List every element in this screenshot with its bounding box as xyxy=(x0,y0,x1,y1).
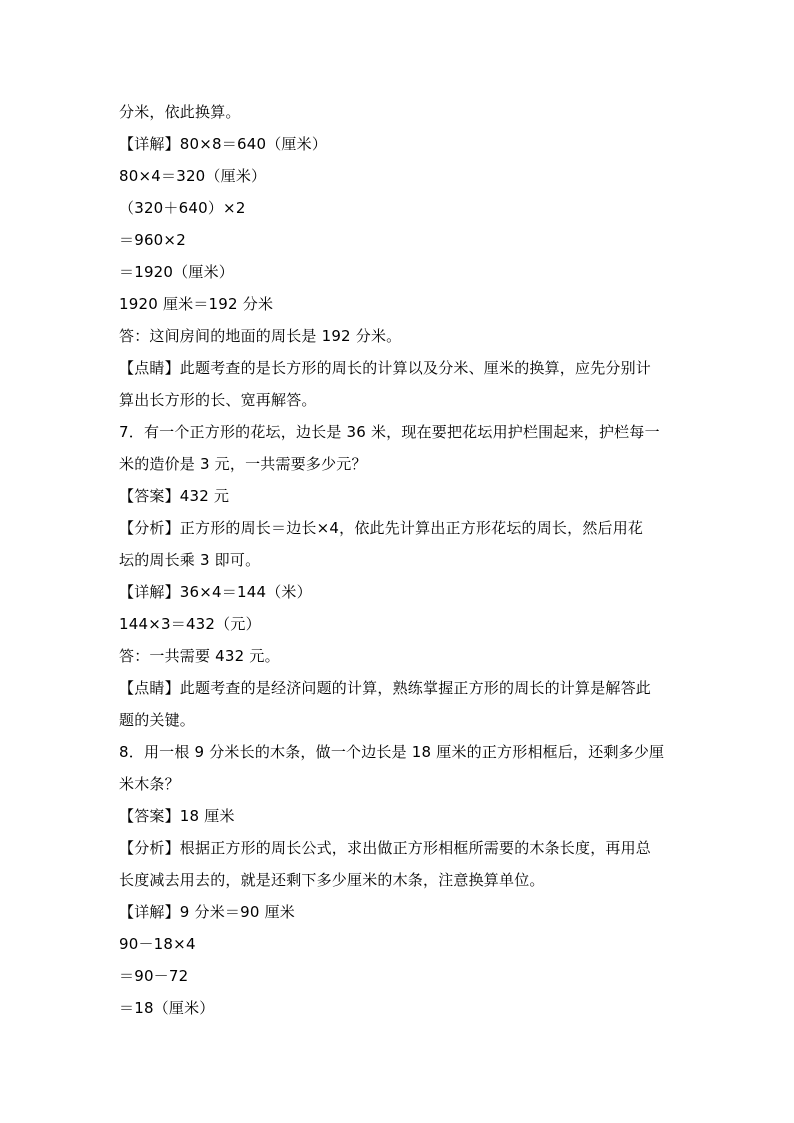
question-7-text: 米的造价是 3 元，一共需要多少元？ xyxy=(119,455,367,473)
question-8-answer: 【答案】18 厘米 xyxy=(119,807,235,825)
text-line-calculation: ＝960×2 xyxy=(119,231,186,249)
question-8-analysis: 【分析】根据正方形的周长公式，求出做正方形相框所需要的木条长度，再用总 xyxy=(119,839,652,857)
question-7-analysis: 【分析】正方形的周长＝边长×4，依此先计算出正方形花坛的周长，然后用花 xyxy=(119,519,644,537)
question-8-text: 8．用一根 9 分米长的木条，做一个边长是 18 厘米的正方形相框后，还剩多少厘 xyxy=(119,743,665,761)
question-7-detail: 144×3＝432（元） xyxy=(119,615,261,633)
question-7-comment: 题的关键。 xyxy=(119,711,196,729)
question-8-detail: ＝90－72 xyxy=(119,967,189,985)
question-7-text: 7．有一个正方形的花坛，边长是 36 米，现在要把花坛用护栏围起来，护栏每一 xyxy=(119,423,660,441)
question-7-result: 答：一共需要 432 元。 xyxy=(119,647,280,665)
text-line-calculation: ＝1920（厘米） xyxy=(119,263,234,281)
text-line-calculation: （320＋640）×2 xyxy=(119,199,246,217)
text-line-calculation: 80×4＝320（厘米） xyxy=(119,167,267,185)
text-line-answer: 答：这间房间的地面的周长是 192 分米。 xyxy=(119,327,402,345)
text-line-comment: 【点睛】此题考查的是长方形的周长的计算以及分米、厘米的换算，应先分别计 xyxy=(119,359,652,377)
text-line-detail-header: 【详解】80×8＝640（厘米） xyxy=(119,135,328,153)
question-7-detail: 【详解】36×4＝144（米） xyxy=(119,583,312,601)
question-8-detail: ＝18（厘米） xyxy=(119,999,215,1017)
text-line-continuation: 分米，依此换算。 xyxy=(119,103,241,121)
text-line-comment: 算出长方形的长、宽再解答。 xyxy=(119,391,317,409)
question-7-answer: 【答案】432 元 xyxy=(119,487,230,505)
question-8-detail: 90－18×4 xyxy=(119,935,196,953)
question-8-detail: 【详解】9 分米＝90 厘米 xyxy=(119,903,295,921)
question-7-analysis: 坛的周长乘 3 即可。 xyxy=(119,551,261,569)
text-line-conversion: 1920 厘米＝192 分米 xyxy=(119,295,274,313)
question-8-text: 米木条？ xyxy=(119,775,180,793)
question-7-comment: 【点睛】此题考查的是经济问题的计算，熟练掌握正方形的周长的计算是解答此 xyxy=(119,679,652,697)
question-8-analysis: 长度减去用去的，就是还剩下多少厘米的木条，注意换算单位。 xyxy=(119,871,545,889)
